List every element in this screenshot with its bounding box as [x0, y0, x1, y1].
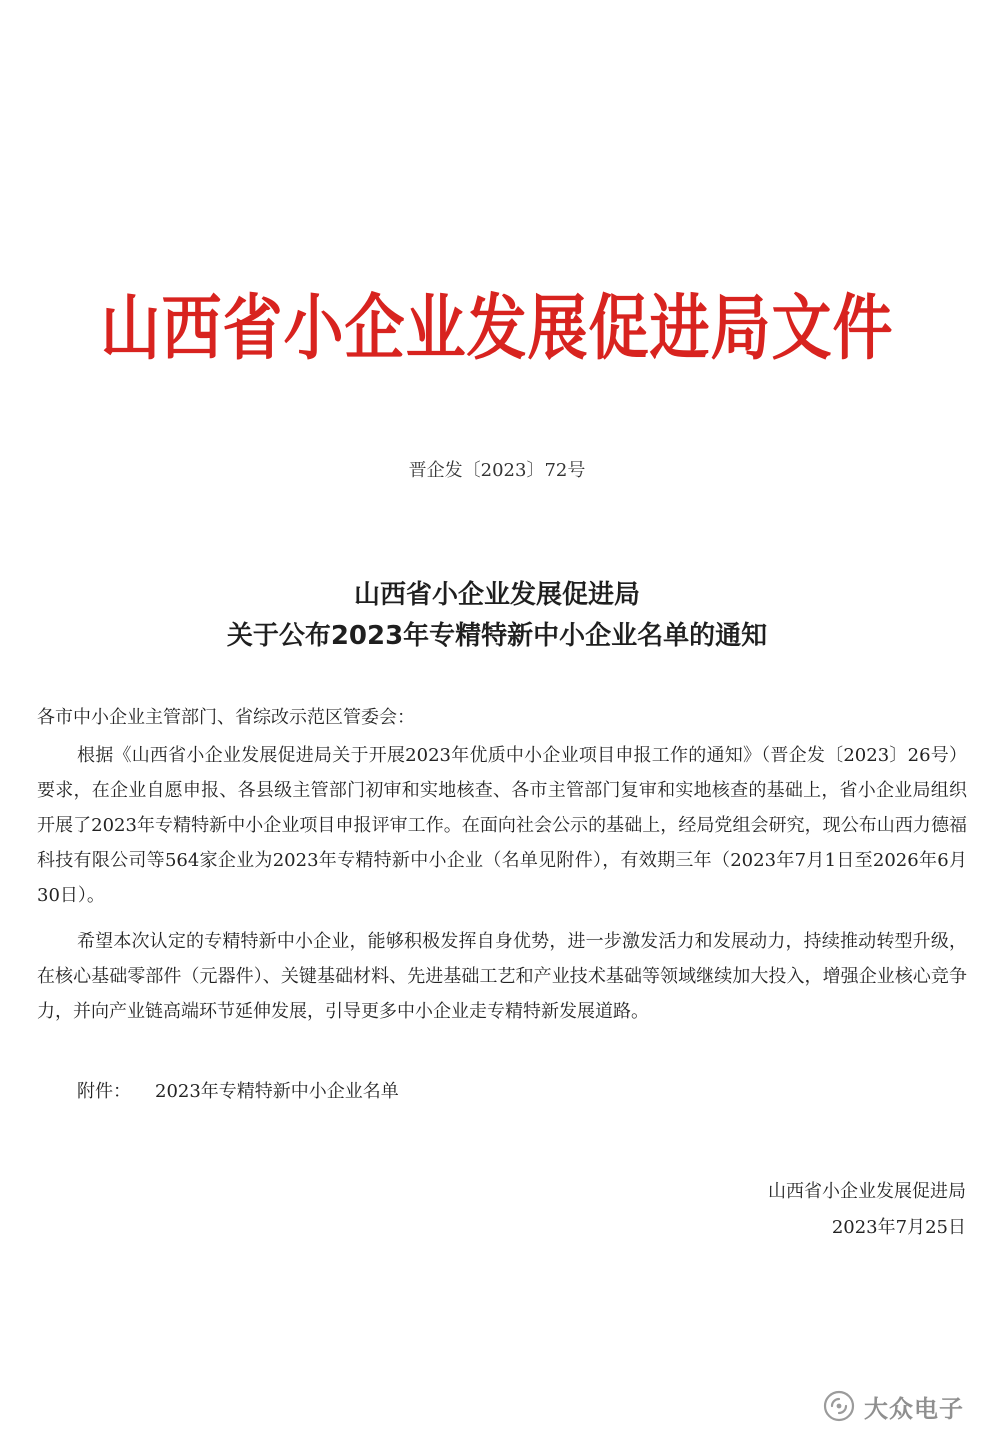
notice-title-line-1: 山西省小企业发展促进局	[353, 580, 640, 610]
notice-title-line-2: 关于公布2023年专精特新中小企业名单的通知	[226, 621, 768, 651]
red-header-title: 山西省小企业发展促进局文件	[100, 287, 894, 371]
document-number: 晋企发〔2023〕72号	[408, 460, 586, 481]
body-paragraph-2: 希望本次认定的专精特新中小企业，能够积极发挥自身优势，进一步激发活力和发展动力，持续推动转型升级，在核心基础零部件（元器件）、关键基础材料、先进基础工艺和产业技术基础等领域继续加大投入，增强企业核心竞争力，并向产业链高端环节延伸发展，引导更多中小企业走专精特新发展道路。	[37, 931, 967, 1022]
wechat-official-account-icon	[822, 1389, 856, 1423]
attachment-line	[77, 1078, 399, 1106]
attachment-value: 2023年专精特新中小企业名单	[155, 1081, 399, 1102]
issue-date: 2023年7月25日	[831, 1217, 966, 1238]
watermark-text: 大众电子	[864, 1394, 964, 1423]
salutation: 各市中小企业主管部门、省综改示范区管委会：	[37, 707, 415, 728]
issuer-signature: 山西省小企业发展促进局	[768, 1181, 966, 1202]
watermark	[822, 1386, 964, 1426]
attachment-label: 附件：	[77, 1081, 131, 1102]
body-paragraph-1: 根据《山西省小企业发展促进局关于开展2023年优质中小企业项目申报工作的通知》（晋企发〔2023〕26号）要求，在企业自愿申报、各县级主管部门初审和实地核查、各市主管部门复审和实地核查的基础上，省小企业局组织开展了2023年专精特新中小企业项目申报评审工作。在面向社会公示的基础上，经局党组会研究，现公布山西力德福科技有限公司等564家企业为2023年专精特新中小企业（名单见附件），有效期三年（2023年7月1日至2026年6月30日）。	[37, 745, 967, 906]
